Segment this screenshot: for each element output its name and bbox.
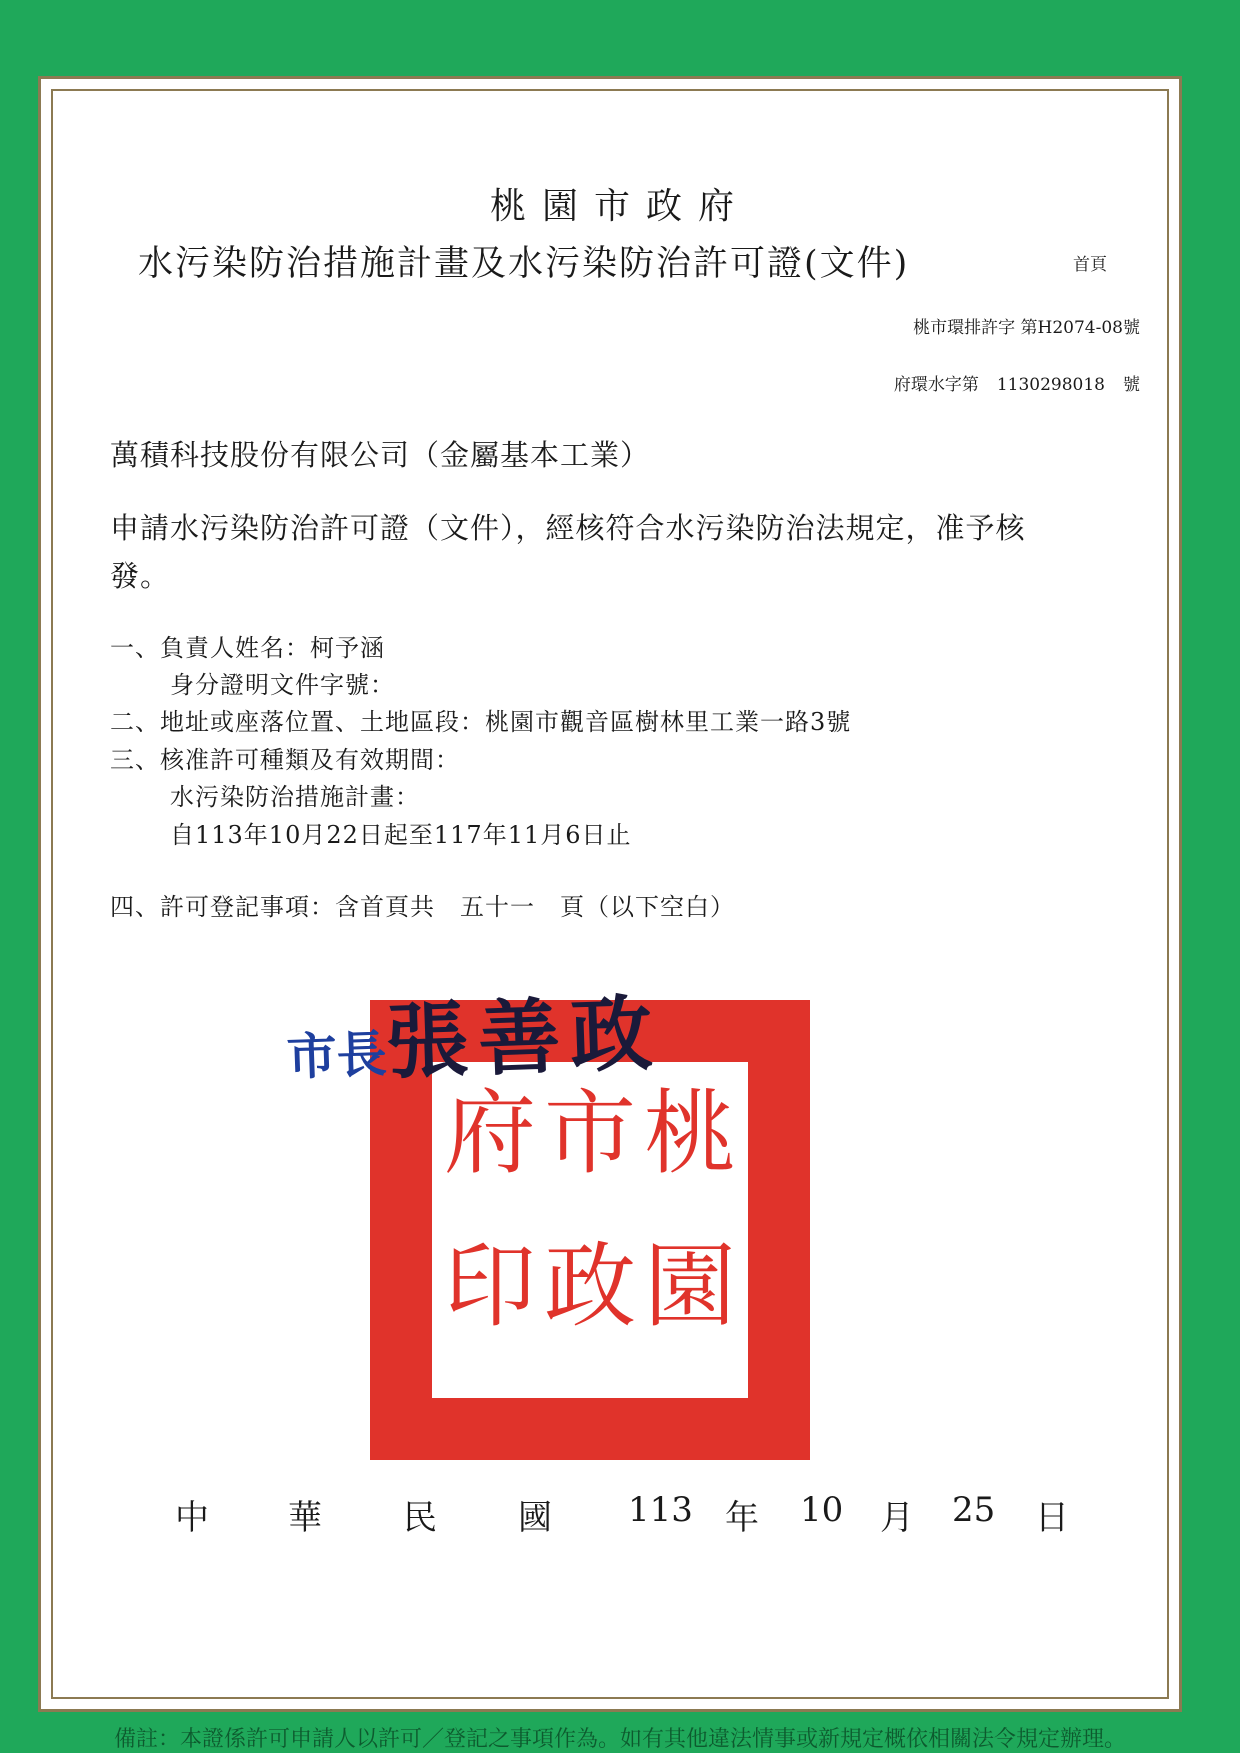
date-year-unit: 年 (725, 1498, 759, 1538)
item-validity-period: 自113年10月22日起至117年11月6日止 (170, 821, 632, 849)
mayor-name: 張善政 (384, 985, 664, 1092)
date-month-unit: 月 (880, 1498, 914, 1538)
date-day-unit: 日 (1035, 1498, 1069, 1538)
footer-note: 備註：本證係許可申請人以許可／登記之事項作為。如有其他違法情事或新規定概依相關法令規定辦理。 (113, 1727, 1126, 1752)
date-char-4: 國 (518, 1498, 552, 1538)
item-permit-type: 水污染防治措施計畫： (170, 783, 420, 811)
approval-statement: 申請水污染防治許可證（文件），經核符合水污染防治法規定，准予核發。 (110, 511, 1026, 593)
document-number-prefix: 府環水字第 (893, 375, 979, 395)
seal-char-6: 印 (443, 1233, 537, 1340)
date-month: 10 (800, 1490, 844, 1530)
document-number-suffix: 號 (1123, 375, 1140, 395)
date-year: 113 (628, 1490, 693, 1530)
item-address: 二、地址或座落位置、土地區段：桃園市觀音區樹林里工業一路3號 (110, 708, 852, 736)
first-page-label: 首頁 (1073, 255, 1107, 275)
date-char-1: 中 (175, 1498, 209, 1538)
document-title: 水污染防治措施計畫及水污染防治許可證(文件) (138, 244, 910, 284)
seal-char-1: 桃 (643, 1080, 737, 1187)
mayor-signature (284, 968, 664, 1098)
issuing-agency: 桃園市政府 (489, 186, 750, 227)
document-number-value: 1130298018 (996, 375, 1105, 395)
seal-char-3: 市 (543, 1080, 637, 1187)
item-responsible-person: 一、負責人姓名：柯予涵 (110, 634, 385, 662)
mayor-title: 市長 (285, 1024, 388, 1087)
seal-char-5: 府 (443, 1080, 537, 1187)
item-registration: 四、許可登記事項：含首頁共 五十一 頁（以下空白） (110, 893, 735, 921)
permit-number: 桃市環排許字 第H2074-08號 (913, 318, 1140, 338)
company-name: 萬積科技股份有限公司（金屬基本工業） (110, 438, 651, 472)
item-permit-type-heading: 三、核准許可種類及有效期間： (110, 746, 460, 774)
date-day: 25 (952, 1490, 996, 1530)
date-char-3: 民 (403, 1498, 437, 1538)
document-number (894, 370, 1140, 395)
item-id-document: 身分證明文件字號： (170, 671, 395, 699)
seal-char-2: 園 (643, 1233, 737, 1340)
seal-char-4: 政 (543, 1233, 637, 1340)
date-char-2: 華 (288, 1498, 322, 1538)
